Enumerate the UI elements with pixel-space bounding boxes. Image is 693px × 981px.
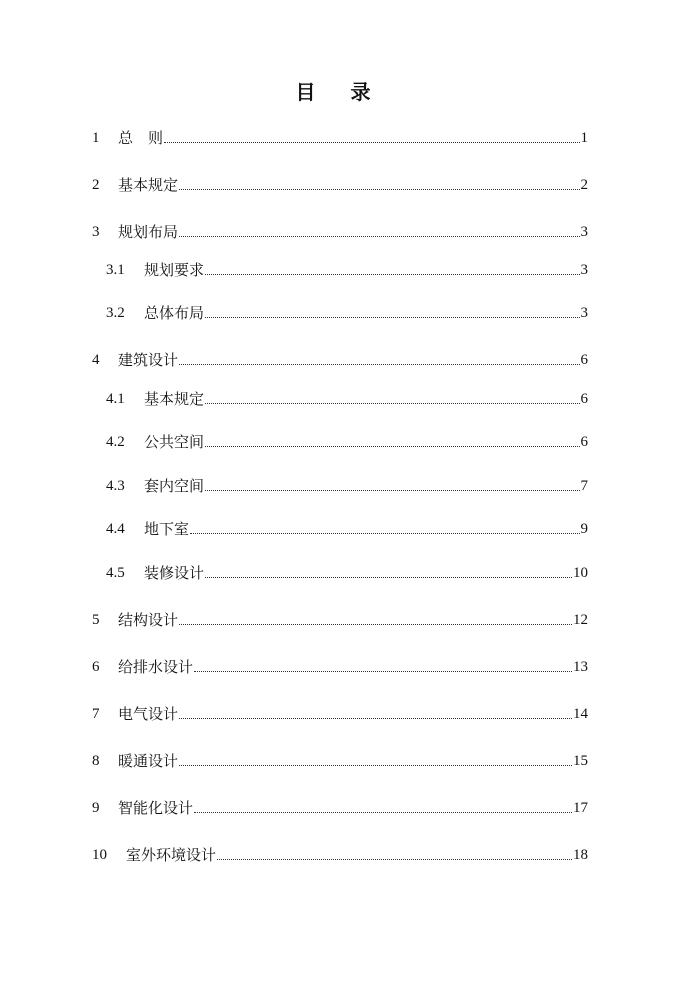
toc-entry-page: 6 [580, 434, 588, 450]
toc-entry-page: 1 [580, 130, 588, 146]
toc-entry-page: 9 [580, 521, 588, 537]
dot-leader [179, 360, 579, 365]
toc-entry-6[interactable] [92, 656, 588, 678]
toc-entry-number: 7 [92, 706, 100, 722]
toc-entry-label: 公共空间 [144, 433, 205, 451]
toc-entry-label: 智能化设计 [118, 799, 194, 817]
dot-leader [179, 761, 572, 766]
dot-leader [164, 138, 579, 143]
toc-entry-number: 9 [92, 800, 100, 816]
toc-entry-page: 12 [573, 612, 588, 628]
toc-entry-4[interactable] [92, 349, 588, 371]
dot-leader [179, 232, 579, 237]
dot-leader [179, 620, 572, 625]
toc-entry-1[interactable] [92, 127, 588, 149]
toc-title: 目 录 [295, 80, 385, 104]
toc-entry-label: 装修设计 [144, 564, 205, 582]
toc-entry-8[interactable] [92, 750, 588, 772]
toc-entry-page: 15 [573, 753, 588, 769]
toc-entry-label: 给排水设计 [118, 658, 194, 676]
dot-leader [217, 855, 572, 860]
toc-entry-number: 4.5 [106, 565, 125, 581]
dot-leader [205, 442, 579, 447]
toc-entry-number: 3.2 [106, 305, 125, 321]
toc-entry-3-2[interactable] [106, 302, 588, 324]
toc-entry-3-1[interactable] [106, 259, 588, 281]
toc-entry-9[interactable] [92, 797, 588, 819]
toc-entry-label: 地下室 [144, 520, 190, 538]
toc-entry-number: 4.4 [106, 521, 125, 537]
toc-entry-label: 电气设计 [118, 705, 179, 723]
toc-entry-5[interactable] [92, 609, 588, 631]
toc-entry-label: 规划布局 [118, 223, 179, 241]
toc-entry-number: 4 [92, 352, 100, 368]
dot-leader [205, 270, 579, 275]
toc-entry-label: 总 则 [118, 129, 164, 147]
toc-entry-label: 总体布局 [144, 304, 205, 322]
toc-entry-page: 17 [573, 800, 588, 816]
toc-entry-number: 4.3 [106, 478, 125, 494]
toc-entry-number: 1 [92, 130, 100, 146]
toc-entry-page: 18 [573, 847, 588, 863]
toc-entry-7[interactable] [92, 703, 588, 725]
dot-leader [205, 313, 579, 318]
toc-entry-page: 3 [580, 305, 588, 321]
dot-leader [179, 714, 572, 719]
dot-leader [205, 399, 579, 404]
dot-leader [205, 573, 572, 578]
toc-entry-page: 6 [580, 391, 588, 407]
toc-entry-page: 3 [580, 224, 588, 240]
toc-entry-label: 基本规定 [144, 390, 205, 408]
toc-entry-2[interactable] [92, 174, 588, 196]
toc-entry-number: 5 [92, 612, 100, 628]
dot-leader [205, 486, 579, 491]
toc-entry-page: 3 [580, 262, 588, 278]
toc-entry-number: 4.2 [106, 434, 125, 450]
toc-entry-label: 基本规定 [118, 176, 179, 194]
toc-entry-label: 规划要求 [144, 261, 205, 279]
dot-leader [194, 808, 572, 813]
toc-entry-page: 10 [573, 565, 588, 581]
toc-entry-page: 14 [573, 706, 588, 722]
toc-entry-10[interactable] [92, 844, 588, 866]
dot-leader [190, 529, 579, 534]
toc-entry-label: 结构设计 [118, 611, 179, 629]
toc-entry-number: 8 [92, 753, 100, 769]
toc-entry-number: 4.1 [106, 391, 125, 407]
toc-entry-number: 2 [92, 177, 100, 193]
toc-entry-number: 10 [92, 847, 107, 863]
toc-entry-4-5[interactable] [106, 562, 588, 584]
toc-entry-4-4[interactable] [106, 518, 588, 540]
toc-entry-page: 2 [580, 177, 588, 193]
toc-entry-number: 6 [92, 659, 100, 675]
toc-entry-number: 3 [92, 224, 100, 240]
toc-entry-page: 6 [580, 352, 588, 368]
toc-entry-4-1[interactable] [106, 388, 588, 410]
dot-leader [179, 185, 579, 190]
toc-entry-page: 7 [580, 478, 588, 494]
toc-entry-label: 室外环境设计 [126, 846, 217, 864]
toc-entry-page: 13 [573, 659, 588, 675]
toc-entry-4-3[interactable] [106, 475, 588, 497]
dot-leader [194, 667, 572, 672]
toc-entry-label: 套内空间 [144, 477, 205, 495]
toc-entry-3[interactable] [92, 221, 588, 243]
toc-entry-label: 建筑设计 [118, 351, 179, 369]
toc-entry-4-2[interactable] [106, 431, 588, 453]
toc-entry-number: 3.1 [106, 262, 125, 278]
toc-entry-label: 暖通设计 [118, 752, 179, 770]
